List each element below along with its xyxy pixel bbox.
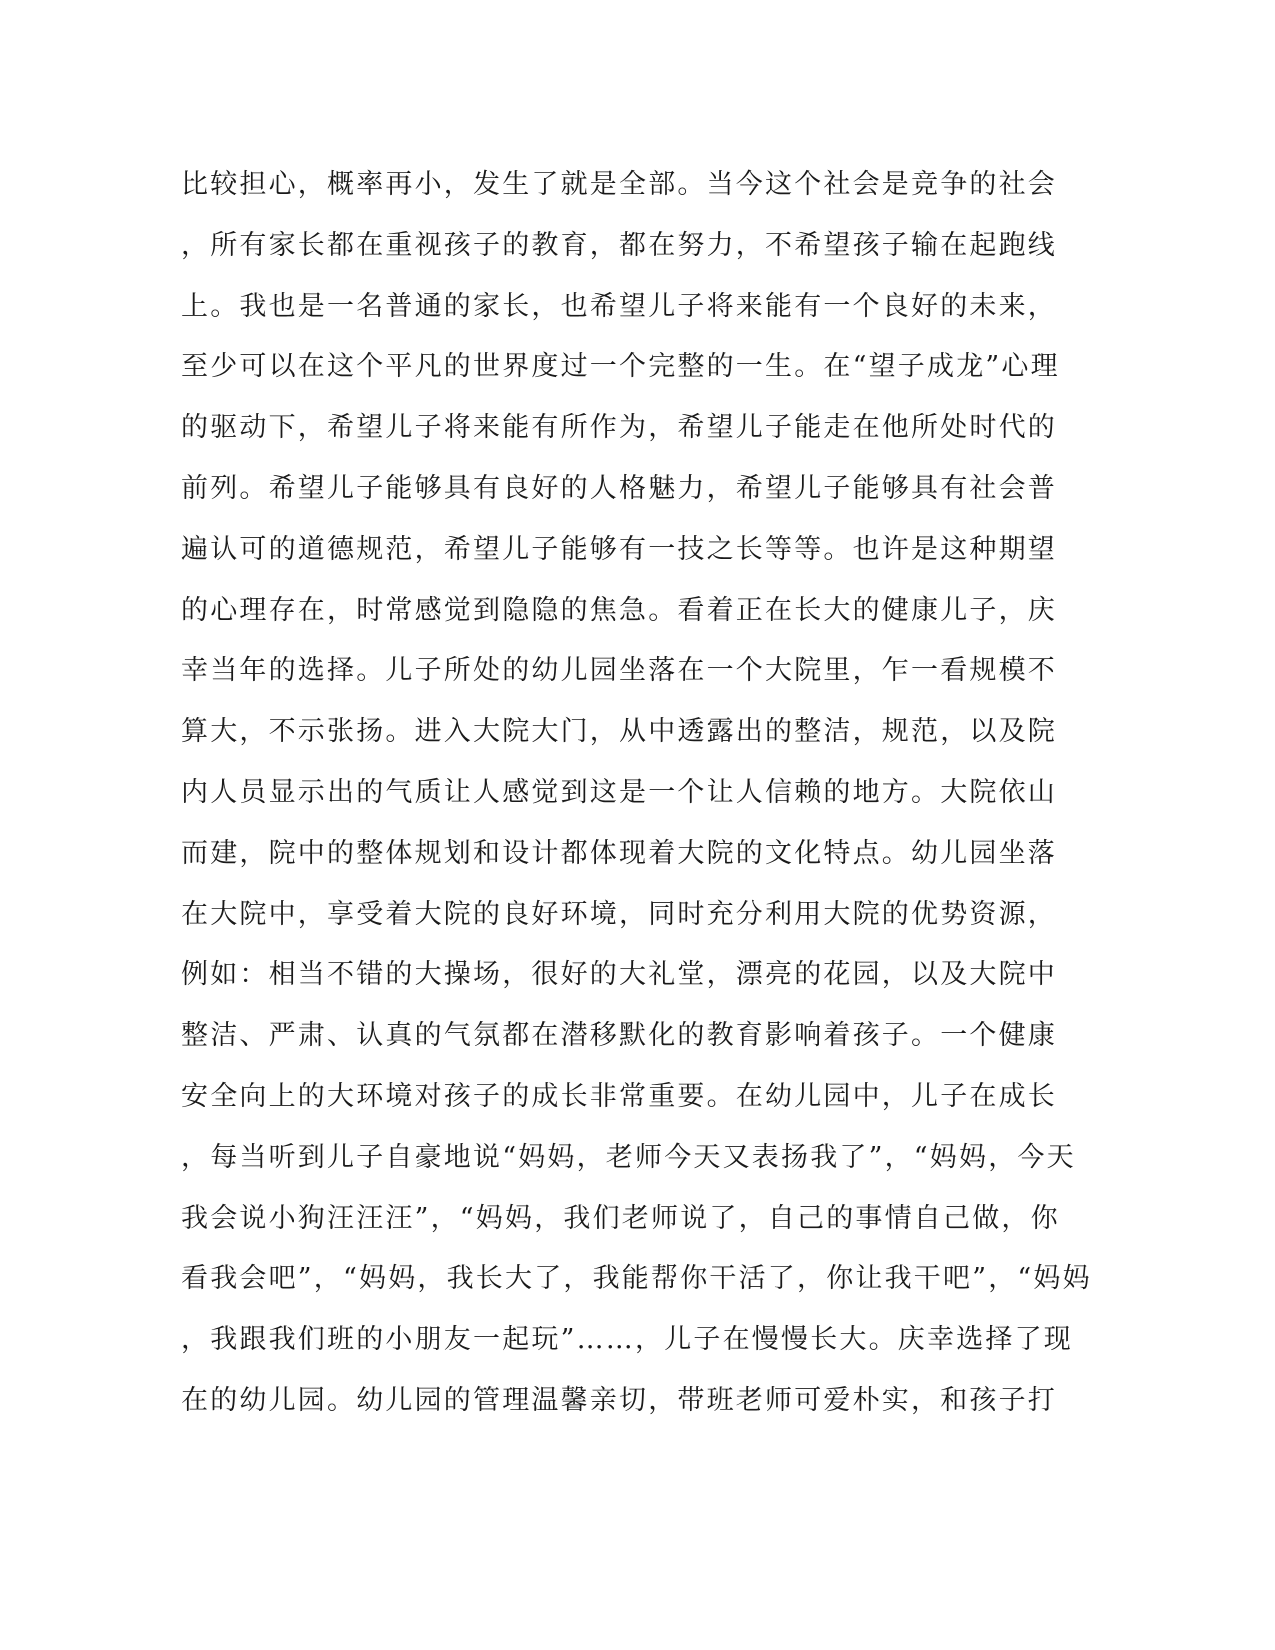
text-line: 比较担心，概率再小，发生了就是全部。当今这个社会是竞争的社会 (181, 169, 1057, 200)
text-line: 前列。希望儿子能够具有良好的人格魅力，希望儿子能够具有社会普 (181, 472, 1057, 504)
text-line: 至少可以在这个平凡的世界度过一个完整的一生。在“望子成龙”心理 (181, 351, 1060, 383)
text-line: ，我跟我们班的小朋友一起玩”……，儿子在慢慢长大。庆幸选择了现 (181, 1324, 1074, 1356)
text-line: 上。我也是一名普通的家长，也希望儿子将来能有一个良好的未来， (181, 290, 1057, 322)
text-line: 算大，不示张扬。进入大院大门，从中透露出的整洁，规范，以及院 (181, 716, 1057, 748)
text-line: 而建，院中的整体规划和设计都体现着大院的文化特点。幼儿园坐落 (181, 837, 1057, 869)
text-line: 幸当年的选择。儿子所处的幼儿园坐落在一个大院里，乍一看规模不 (181, 655, 1057, 687)
text-line: 看我会吧”，“妈妈，我长大了，我能帮你干活了，你让我干吧”，“妈妈 (181, 1263, 1092, 1295)
text-line: ，所有家长都在重视孩子的教育，都在努力，不希望孩子输在起跑线 (181, 229, 1057, 261)
text-line: 例如：相当不错的大操场，很好的大礼堂，漂亮的花园，以及大院中 (181, 959, 1057, 991)
text-line: 我会说小狗汪汪汪”，“妈妈，我们老师说了，自己的事情自己做，你 (181, 1202, 1060, 1234)
text-line: 安全向上的大环境对孩子的成长非常重要。在幼儿园中，儿子在成长 (181, 1080, 1057, 1112)
text-line: 在大院中，享受着大院的良好环境，同时充分利用大院的优势资源， (181, 898, 1057, 930)
text-line: 的心理存在，时常感觉到隐隐的焦急。看着正在长大的健康儿子，庆 (181, 594, 1057, 626)
text-line: 整洁、严肃、认真的气氛都在潜移默化的教育影响着孩子。一个健康 (181, 1020, 1057, 1052)
text-line: 的驱动下，希望儿子将来能有所作为，希望儿子能走在他所处时代的 (181, 412, 1057, 444)
text-line: 在的幼儿园。幼儿园的管理温馨亲切，带班老师可爱朴实，和孩子打 (181, 1384, 1057, 1416)
text-line: ，每当听到儿子自豪地说“妈妈，老师今天又表扬我了”，“妈妈，今天 (181, 1141, 1076, 1173)
text-line: 内人员显示出的气质让人感觉到这是一个让人信赖的地方。大院依山 (181, 776, 1057, 808)
text-line: 遍认可的道德规范，希望儿子能够有一技之长等等。也许是这种期望 (181, 533, 1057, 565)
body-text (181, 155, 1092, 1432)
